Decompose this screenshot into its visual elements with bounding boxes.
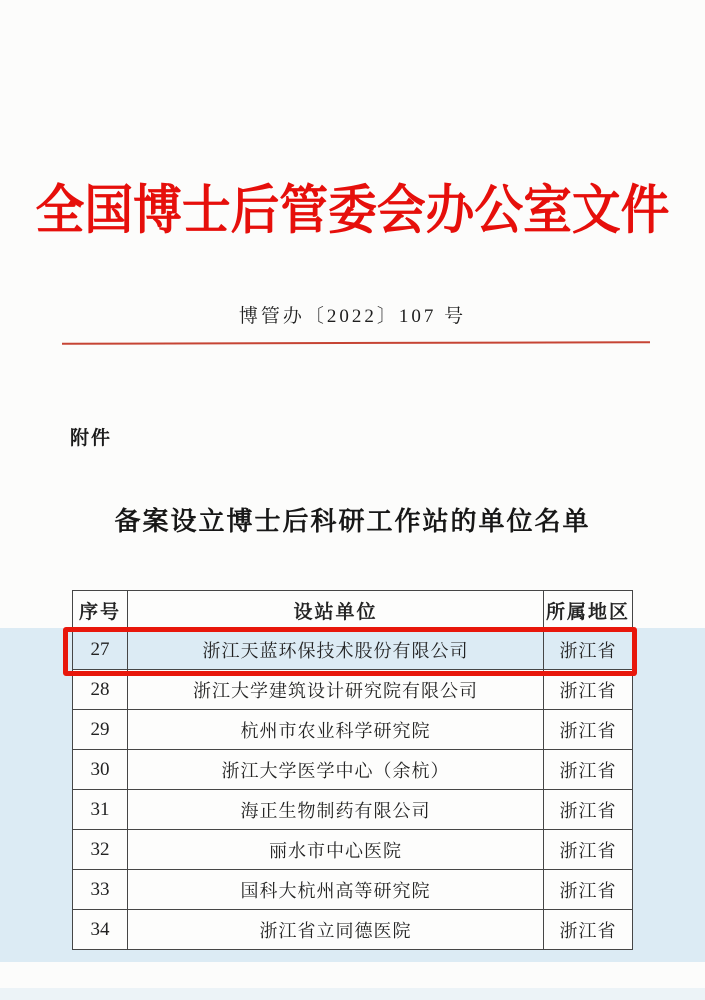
cell-no: 32 <box>73 830 128 870</box>
cell-no: 31 <box>73 790 128 830</box>
red-divider-line <box>62 341 650 345</box>
table-row <box>73 750 633 790</box>
table-row <box>73 830 633 870</box>
bottom-scan-tint <box>0 988 705 1000</box>
header-cell-no: 序号 <box>73 591 128 630</box>
table-row <box>73 710 633 750</box>
header-cell-region: 所属地区 <box>544 591 633 630</box>
cell-no: 28 <box>73 670 128 710</box>
document-title: 全国博士后管委会办公室文件 <box>35 182 670 240</box>
cell-region: 浙江省 <box>544 710 633 750</box>
cell-region: 浙江省 <box>544 750 633 790</box>
cell-unit: 浙江大学建筑设计研究院有限公司 <box>128 670 544 710</box>
cell-unit: 浙江天蓝环保技术股份有限公司 <box>128 630 544 670</box>
cell-region: 浙江省 <box>544 790 633 830</box>
cell-unit: 海正生物制药有限公司 <box>128 790 544 830</box>
cell-region: 浙江省 <box>544 670 633 710</box>
table-row <box>73 630 633 670</box>
cell-no: 30 <box>73 750 128 790</box>
table-row <box>73 910 633 950</box>
cell-region: 浙江省 <box>544 630 633 670</box>
cell-no: 27 <box>73 630 128 670</box>
document-number: 博管办〔2022〕107 号 <box>238 306 467 327</box>
list-title: 备案设立博士后科研工作站的单位名单 <box>114 507 591 536</box>
cell-unit: 国科大杭州高等研究院 <box>128 870 544 910</box>
cell-region: 浙江省 <box>544 870 633 910</box>
table-header-row <box>73 591 633 630</box>
attachment-label: 附件 <box>70 428 113 449</box>
table-row <box>73 790 633 830</box>
cell-unit: 丽水市中心医院 <box>128 830 544 870</box>
table-row <box>73 870 633 910</box>
cell-unit: 浙江省立同德医院 <box>128 910 544 950</box>
cell-region: 浙江省 <box>544 830 633 870</box>
header-cell-unit: 设站单位 <box>128 591 544 630</box>
cell-no: 34 <box>73 910 128 950</box>
cell-unit: 杭州市农业科学研究院 <box>128 710 544 750</box>
cell-no: 33 <box>73 870 128 910</box>
cell-no: 29 <box>73 710 128 750</box>
units-table <box>72 590 633 950</box>
cell-unit: 浙江大学医学中心（余杭） <box>128 750 544 790</box>
cell-region: 浙江省 <box>544 910 633 950</box>
table-row <box>73 670 633 710</box>
